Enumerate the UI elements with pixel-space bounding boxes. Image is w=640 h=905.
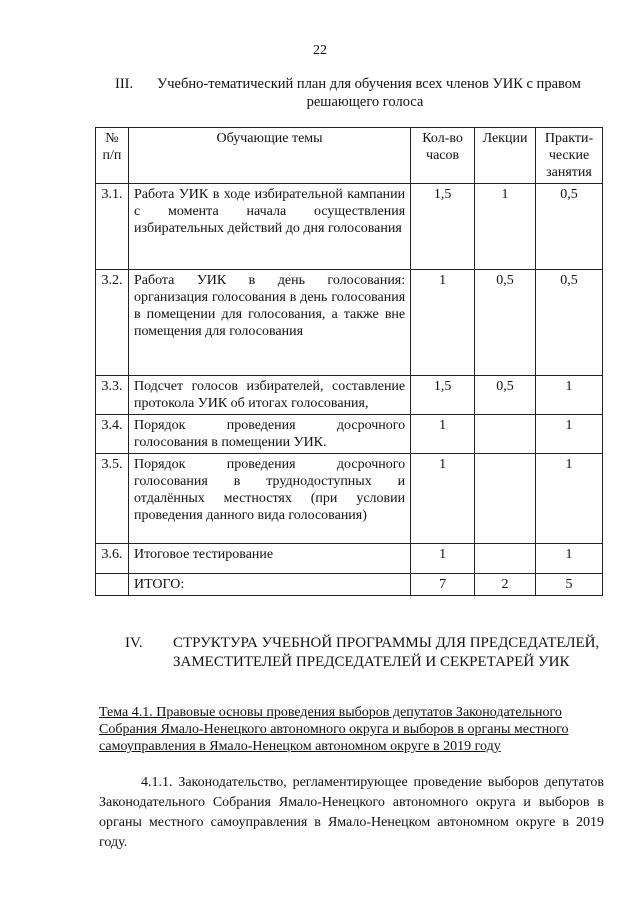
header-topic: Обучающие темы	[128, 128, 410, 184]
row-hours: 1	[411, 454, 475, 544]
table-row	[96, 454, 603, 544]
row-lectures: 0,5	[475, 376, 536, 415]
row-hours: 1	[411, 415, 475, 454]
page-number: 22	[313, 43, 327, 58]
section-3-title-line-2: решающего голоса	[306, 94, 424, 110]
row-lectures: 1	[475, 184, 536, 270]
row-num: 3.1.	[96, 184, 129, 270]
row-practice: 0,5	[536, 184, 603, 270]
row-lectures: 0,5	[475, 270, 536, 376]
row-hours: 1	[411, 270, 475, 376]
row-lectures	[475, 415, 536, 454]
table-row	[96, 184, 603, 270]
row-hours: 1,5	[411, 376, 475, 415]
paragraph-4-1-1: 4.1.1. Законодательство, регламентирующее проведение выборов депутатов Законодательного Собрания Ямало-Ненецкого автономного округа и выборов в органы местного самоуправления в Ямало-Ненецком автономном округе в 2019 году.	[99, 775, 604, 850]
row-num: 3.5.	[96, 454, 129, 544]
row-topic: Порядок проведения досрочного голосования в труднодоступных и отдалённых местностях (при условии проведения данного вида голосования)	[128, 454, 410, 544]
table-row	[96, 376, 603, 415]
total-practice: 5	[536, 574, 603, 596]
section-3-title-line-1: Учебно-тематический план для обучения всех членов УИК с правом	[157, 76, 581, 92]
section-4-title-line-2: ЗАМЕСТИТЕЛЕЙ ПРЕДСЕДАТЕЛЕЙ И СЕКРЕТАРЕЙ УИК	[173, 654, 570, 670]
row-num: 3.2.	[96, 270, 129, 376]
row-topic: Порядок проведения досрочного голосования в помещении УИК.	[128, 415, 410, 454]
row-practice: 1	[536, 376, 603, 415]
table-total-row	[96, 574, 603, 596]
row-lectures	[475, 544, 536, 574]
section-3-heading	[95, 75, 615, 111]
table-row	[96, 415, 603, 454]
header-num: № п/п	[96, 128, 129, 184]
header-hours: Кол-во часов	[411, 128, 475, 184]
header-lectures: Лекции	[475, 128, 536, 184]
table-row	[96, 270, 603, 376]
total-num	[96, 574, 129, 596]
section-4-number: IV.	[125, 635, 143, 651]
row-practice: 1	[536, 454, 603, 544]
theme-title: Тема 4.1. Правовые основы проведения выборов депутатов Законодательного Собрания Ямало-Ненецкого автономного округа и выборов в органы местного самоуправления в Ямало-Ненецком автономном округе в 2019 году	[99, 705, 569, 754]
header-practice: Практи-ческие занятия	[536, 128, 603, 184]
row-topic: Работа УИК в день голосования: организация голосования в день голосования в помещении для голосования, а также вне помещения для голосования	[128, 270, 410, 376]
section-3-number: III.	[115, 76, 134, 92]
row-topic: Итоговое тестирование	[128, 544, 410, 574]
row-topic: Работа УИК в ходе избирательной кампании с момента начала осуществления избирательных действий до дня голосования	[128, 184, 410, 270]
total-hours: 7	[411, 574, 475, 596]
row-hours: 1,5	[411, 184, 475, 270]
table-row	[96, 544, 603, 574]
row-num: 3.3.	[96, 376, 129, 415]
total-label: ИТОГО:	[128, 574, 410, 596]
row-num: 3.4.	[96, 415, 129, 454]
row-practice: 0,5	[536, 270, 603, 376]
row-practice: 1	[536, 415, 603, 454]
row-lectures	[475, 454, 536, 544]
row-num: 3.6.	[96, 544, 129, 574]
table-header-row	[96, 128, 603, 184]
section-4-title-line-1: СТРУКТУРА УЧЕБНОЙ ПРОГРАММЫ ДЛЯ ПРЕДСЕДАТЕЛЕЙ,	[173, 635, 600, 651]
section-4-heading	[125, 634, 605, 672]
row-practice: 1	[536, 544, 603, 574]
total-lectures: 2	[475, 574, 536, 596]
study-plan-table	[95, 127, 603, 596]
row-hours: 1	[411, 544, 475, 574]
row-topic: Подсчет голосов избирателей, составление протокола УИК об итогах голосования,	[128, 376, 410, 415]
